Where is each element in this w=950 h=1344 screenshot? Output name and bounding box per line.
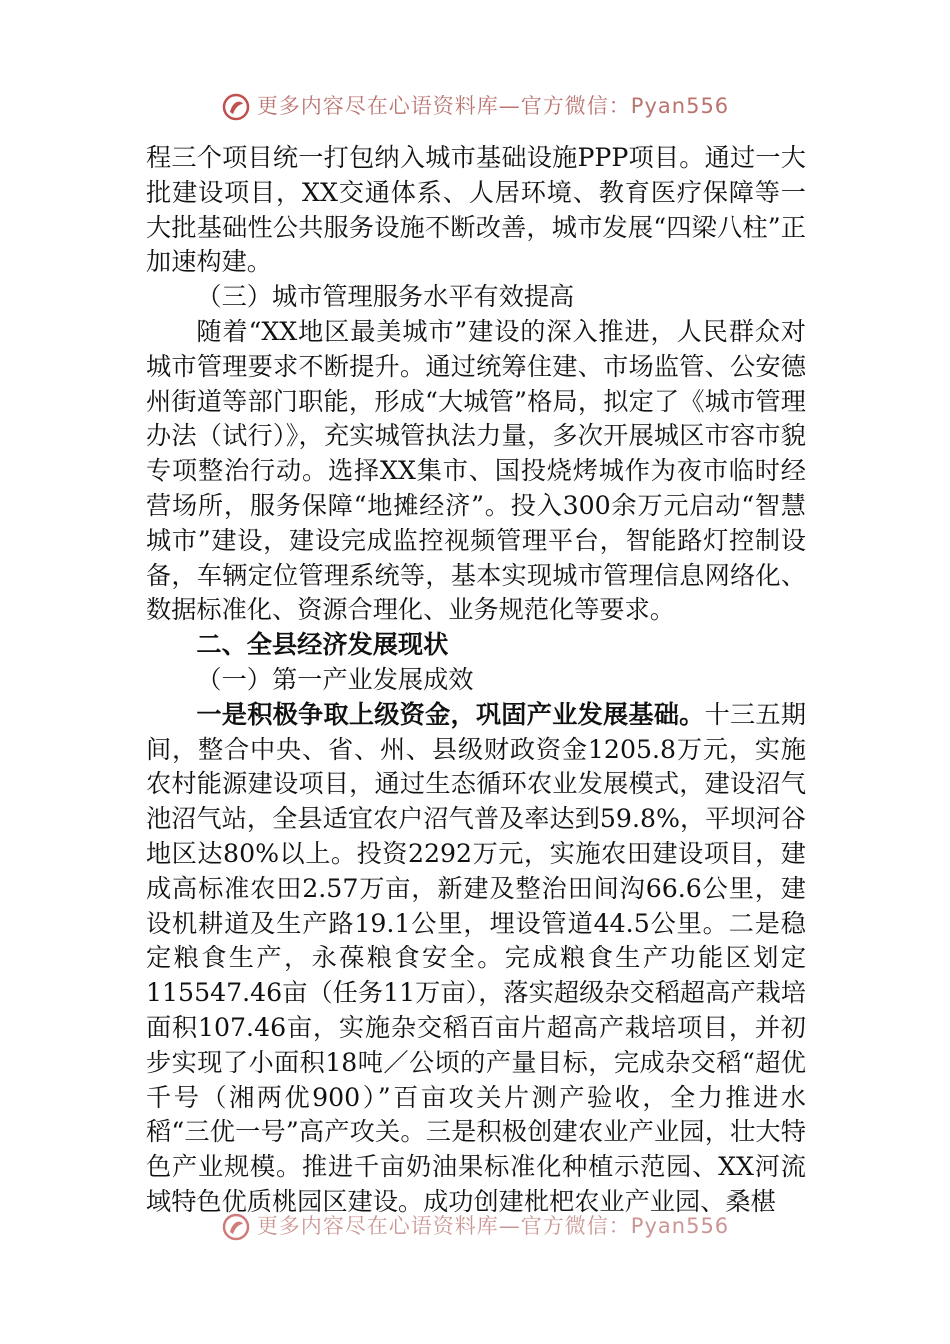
paragraph-primary-industry <box>146 698 806 1220</box>
page-footer <box>0 1208 950 1244</box>
paragraph-lead-bold: 一是积极争取上级资金，巩固产业发展基础。 <box>196 699 705 729</box>
logo-icon <box>221 92 251 122</box>
paragraph-continuation: 程三个项目统一打包纳入城市基础设施PPP项目。通过一大批建设项目，XX交通体系、人居环境、教育医疗保障等一大批基础性公共服务设施不断改善，城市发展“四梁八柱”正加速构建。 <box>146 143 806 277</box>
subheading-1: （一）第一产业发展成效 <box>196 664 474 694</box>
paragraph-body-text: 十三五期间，整合中央、省、州、县级财政资金1205.8万元，实施农村能源建设项目，通过生态循环农业发展模式，建设沼气池沼气站，全县适宜农户沼气普及率达到59.8%，平坝河谷地区达80%以上。投资2292万元，实施农田建设项目，建成高标准农田2.57万亩，新建及整治田间沟66.6公里，建设机耕道及生产路19.1公里，埋设管道44.5公里。二是稳定粮食生产，永葆粮食安全。完成粮食生产功能区划定115547.46亩（任务11万亩），落实超级杂交稻超高产栽培面积107.46亩，实施杂交稻百亩片超高产栽培项目，并初步实现了小面积18吨／公顷的产量目标，完成杂交稻“超优千号（湘两优900）”百亩攻关片测产验收，全力推进水稻“三优一号”高产攻关。三是积极创建农业产业园，壮大特色产业规模。推进千亩奶油果标准化种植示范园、XX河流域特色优质桃园区建设。成功创建枇杷农业产业园、桑椹 <box>146 699 807 1216</box>
header-text: 更多内容尽在心语资料库—官方微信：Pyan556 <box>256 94 730 118</box>
page-header <box>0 86 950 126</box>
section-heading-2: 二、全县经济发展现状 <box>196 630 449 660</box>
paragraph-urban-management: 随着“XX地区最美城市”建设的深入推进，人民群众对城市管理要求不断提升。通过统筹住建、市场监管、公安德州街道等部门职能，形成“大城管”格局，拟定了《城市管理办法（试行）》，充实城管执法力量，多次开展城区市容市貌专项整治行动。选择XX集市、国投烧烤城作为夜市临时经营场所，服务保障“地摊经济”。投入300余万元启动“智慧城市”建设，建设完成监控视频管理平台，智能路灯控制设备，车辆定位管理系统等，基本实现城市管理信息网络化、数据标准化、资源合理化、业务规范化等要求。 <box>146 316 806 625</box>
document-body <box>146 141 806 1220</box>
footer-text: 更多内容尽在心语资料库—官方微信：Pyan556 <box>256 1214 730 1238</box>
subheading-3: （三）城市管理服务水平有效提高 <box>196 282 575 312</box>
logo-icon <box>221 1212 251 1242</box>
